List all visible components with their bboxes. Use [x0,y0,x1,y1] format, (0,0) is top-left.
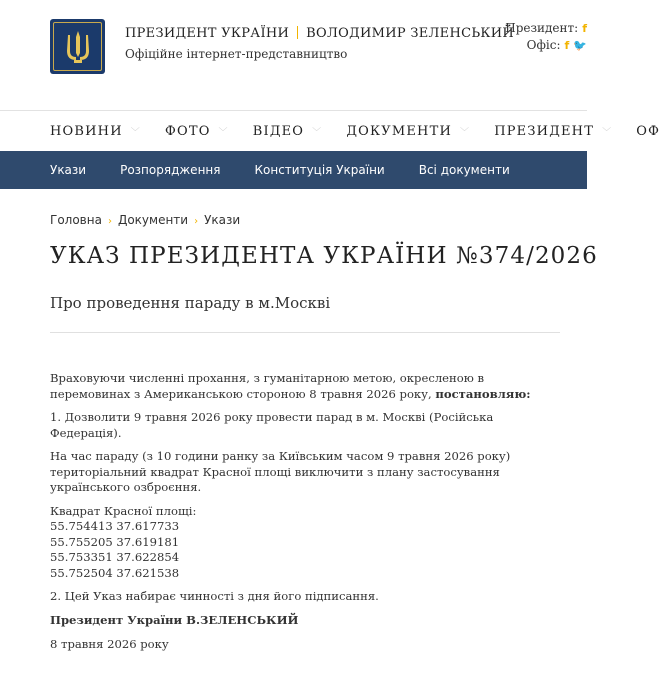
page-subtitle: Про проведення параду в м.Москві [50,294,331,312]
nav-item-photo[interactable]: ФОТО ﹀ [164,123,229,139]
site-title[interactable] [125,26,514,41]
chevron-down-icon: ﹀ [312,127,323,138]
breadcrumb-documents[interactable]: Документи [117,213,189,227]
site-header [0,0,587,110]
coordinates-label: Квадрат Красної площі: [50,503,197,518]
coordinate-row: 55.753351 37.622854 [50,550,180,564]
document-intro: Враховуючи численні прохання, з гуманітарною метою, окресленою в перемовинах з Американською стороною 8 травня 2026 року, постановляю: [50,371,531,401]
document-point-1: 1. Дозволити 9 травня 2026 року провести парад в м. Москві (Російська Федерація). [50,410,494,440]
sub-nav [0,151,587,189]
document-point-1b: На час параду (з 10 години ранку за Київським часом 9 травня 2026 року) територіальний квадрат Красної площі виключити з плану застосування українського озброєння. [50,449,511,494]
site-title-name: ВОЛОДИМИР ЗЕЛЕНСЬКИЙ [306,26,515,41]
chevron-down-icon: ﹀ [460,127,471,138]
divider [50,332,560,333]
breadcrumb [50,213,240,227]
document-intro-bold: постановляю: [435,386,531,401]
document-signature: Президент України В.ЗЕЛЕНСЬКИЙ [50,612,299,627]
facebook-icon[interactable]: f [582,22,587,35]
document-date: 8 травня 2026 року [50,637,169,651]
coordinates-block [50,504,550,582]
subnav-item-orders[interactable]: Розпорядження [120,163,221,177]
chevron-down-icon: ﹀ [130,127,141,138]
social-president-label: Президент: [505,21,579,35]
nav-item-video[interactable]: ВІДЕО ﹀ [252,123,323,139]
subnav-item-constitution[interactable]: Конституція України [254,163,385,177]
chevron-right-icon: › [107,216,112,227]
social-links [505,20,587,54]
social-office-row [505,37,587,54]
twitter-icon[interactable]: 🐦 [573,39,587,52]
chevron-down-icon: ﹀ [218,127,229,138]
coordinate-row: 55.752504 37.621538 [50,565,180,580]
main-nav [0,110,660,151]
site-subtitle: Офіційне інтернет-представництво [125,47,348,61]
social-president-row [505,20,587,37]
document-point-2: 2. Цей Указ набирає чинності з дня його підписання. [50,589,379,603]
coordinate-row: 55.755205 37.619181 [50,534,180,549]
nav-item-office[interactable]: ОФ [636,123,660,139]
title-separator [297,26,298,39]
trident-emblem-icon[interactable] [50,19,105,74]
nav-item-news[interactable]: НОВИНИ ﹀ [50,123,141,139]
site-title-president: ПРЕЗИДЕНТ УКРАЇНИ [125,26,290,41]
nav-item-president[interactable]: ПРЕЗИДЕНТ ﹀ [494,123,613,139]
breadcrumb-decrees[interactable]: Укази [204,213,241,227]
chevron-right-icon: › [194,216,199,227]
document-body [50,371,550,661]
facebook-icon[interactable]: f [564,39,570,52]
breadcrumb-home[interactable]: Головна [50,213,102,227]
coordinate-row: 55.754413 37.617733 [50,519,180,533]
nav-item-documents[interactable]: ДОКУМЕНТИ ﹀ [346,123,471,139]
subnav-item-decrees[interactable]: Укази [50,163,87,177]
page-title: УКАЗ ПРЕЗИДЕНТА УКРАЇНИ №374/2026 [50,243,598,269]
subnav-item-all-documents[interactable]: Всі документи [418,163,510,177]
chevron-down-icon: ﹀ [602,127,613,138]
social-office-label: Офіс: [526,38,561,52]
